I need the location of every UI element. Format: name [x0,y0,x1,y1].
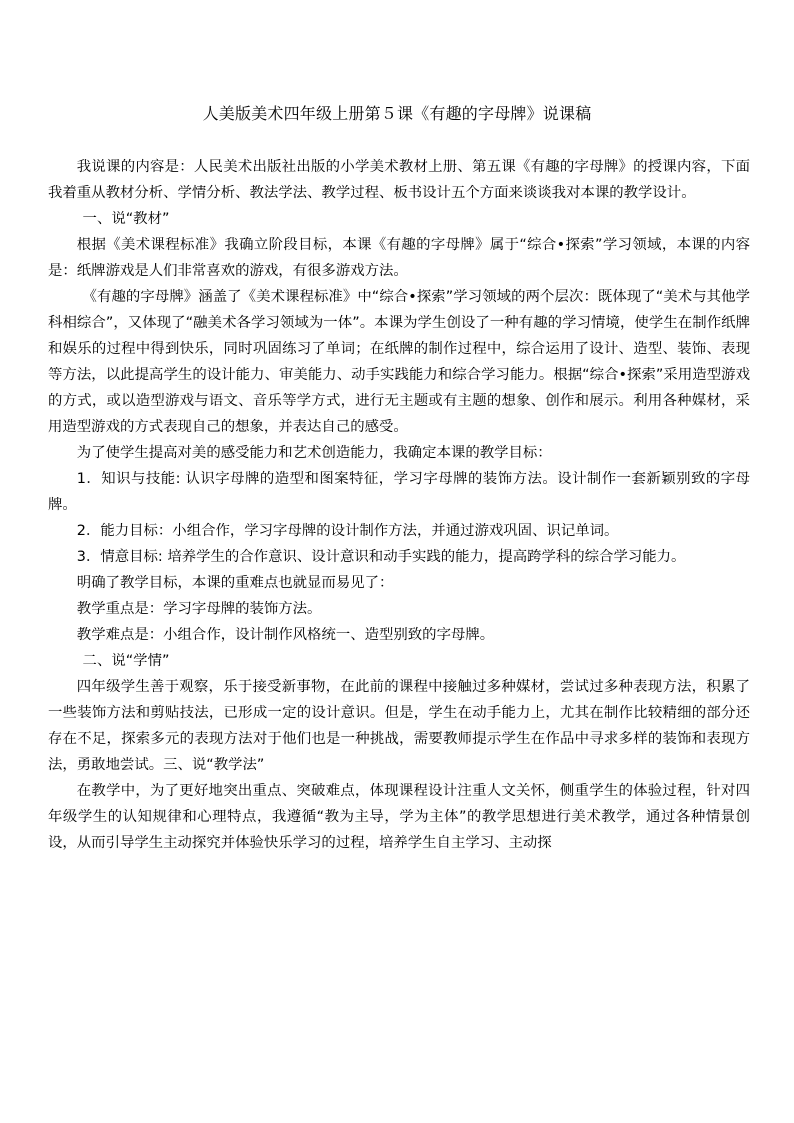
goal-ability: 2．能力目标：小组合作，学习字母牌的设计制作方法，并通过游戏巩固、识记单词。 [76,523,619,539]
paragraph-student-analysis: 四年级学生善于观察，乐于接受新事物，在此前的课程中接触过多种媒材，尝试过多种表现方法，积累了一些装饰方法和剪贴技法，已形成一定的设计意识。但是，学生在动手能力上，尤其在制作比较精细的部分还存在不足，探索多元的表现方法对于他们也是一种挑战，需要教师提示学生在作品中寻求多样的装饰和表现方法，勇敢地尝试。三、说“教学法” [48,679,750,773]
document-title: 人美版美术四年级上册第５课《有趣的字母牌》说课稿 [202,104,592,123]
paragraph-lesson-scope: 《有趣的字母牌》涵盖了《美术课程标准》中“综合•探索”学习领域的两个层次：既体现了“美术与其他学科相综合”，又体现了“融美术各学习领域为一体”。本课为学生创设了一种有趣的学习情境，使学生在制作纸牌和娱乐的过程中得到快乐，同时巩固练习了单词；在纸牌的制作过程中，综合运用了设计、造型、装饰、表现等方法，以此提高学生的设计能力、审美能力、动手实践能力和综合学习能力。根据“综合•探索”采用造型游戏的方式，或以造型游戏与语文、音乐等学方式，进行无主题或有主题的想象、创作和展示。利用各种媒材，采用造型游戏的方式表现自己的想象，并表达自己的感受。 [48,289,750,435]
paragraph-goal-intro: 为了使学生提高对美的感受能力和艺术创造能力，我确定本课的教学目标： [76,445,552,461]
paragraph-curriculum-standard: 根据《美术课程标准》我确立阶段目标，本课《有趣的字母牌》属于“综合•探索”学习领域，本课的内容是：纸牌游戏是人们非常喜欢的游戏，有很多游戏方法。 [48,237,750,279]
paragraph-teaching-method: 在教学中，为了更好地突出重点、突破难点，体现课程设计注重人文关怀，侧重学生的体验过程，针对四年级学生的认知规律和心理特点，我遵循“教为主导，学为主体”的教学思想进行美术教学，通过各种情景创设，从而引导学生主动探究并体验快乐学习的过程，培养学生自主学习、主动探 [48,783,750,851]
paragraph-intro: 我说课的内容是：人民美术出版社出版的小学美术教材上册、第五课《有趣的字母牌》的授课内容，下面我着重从教材分析、学情分析、教法学法、教学过程、板书设计五个方面来谈谈我对本课的教学设计。 [48,159,750,201]
document-body [48,154,750,856]
goal-knowledge-skills: 1．知识与技能: 认识字母牌的造型和图案特征，学习字母牌的装饰方法。设计制作一套新颖别致的字母牌。 [48,471,750,513]
section-heading-textbook: 一、说“教材” [82,211,170,227]
paragraph-teaching-difficulty: 教学难点是：小组合作，设计制作风格统一、造型别致的字母牌。 [76,627,495,643]
paragraph-key-points-intro: 明确了教学目标，本课的重难点也就显而易见了： [76,575,394,591]
section-heading-students: 二、说“学情” [82,653,170,669]
paragraph-teaching-focus: 教学重点是：学习字母牌的装饰方法。 [76,601,322,617]
goal-affective: 3．情意目标: 培养学生的合作意识、设计意识和动手实践的能力，提高跨学科的综合学习能力。 [76,549,686,565]
